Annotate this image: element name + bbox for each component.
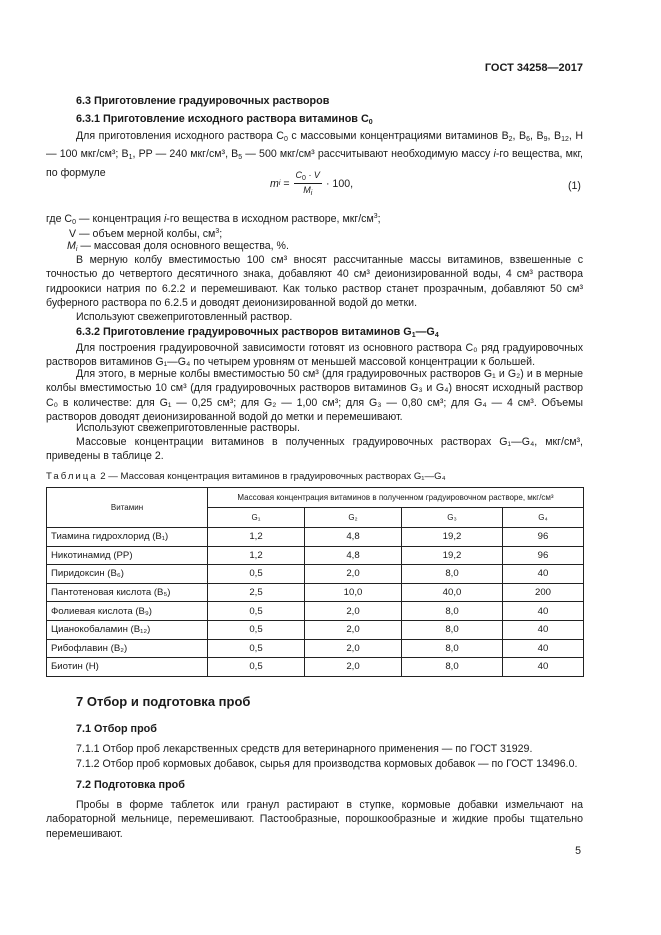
table-cell: 1,2 xyxy=(208,528,305,547)
table-cell: 40 xyxy=(503,658,584,677)
formula-number: (1) xyxy=(568,180,581,192)
header-g2: G₂ xyxy=(305,508,402,528)
table-cell: 96 xyxy=(503,528,584,547)
table-row xyxy=(47,583,584,602)
document-code: ГОСТ 34258—2017 xyxy=(484,62,583,74)
table-2-caption: Таблица 2 — Массовая концентрация витаминов в градуировочных растворах G₁—G₄ xyxy=(46,471,446,482)
table-cell: 200 xyxy=(503,583,584,602)
where-concentration: где $C_0$ — концентрация i-го вещества в исходном растворе, мкг/$см^3$; xyxy=(46,213,381,226)
where-volume: V — объем мерной колбы, $см^3$; xyxy=(69,228,223,240)
table-cell: 40 xyxy=(503,620,584,639)
header-g4: G₄ xyxy=(503,508,584,528)
table-cell-vitamin: Пантотеновая кислота (B₅) xyxy=(47,583,208,602)
table-cell: 8,0 xyxy=(402,620,503,639)
table-header-row xyxy=(47,488,584,508)
table-cell: 8,0 xyxy=(402,658,503,677)
table-cell-vitamin: Рибофлавин (B₂) xyxy=(47,639,208,658)
table-cell: 40,0 xyxy=(402,583,503,602)
section-7-title: 7 Отбор и подготовка проб xyxy=(76,694,251,709)
table-cell: 96 xyxy=(503,546,584,565)
paragraph-table-reference: Массовые концентрации витаминов в полученных градуировочных растворах G₁—G₄, мкг/см³, приведены в таблице 2. xyxy=(46,436,583,463)
section-7-2-title: 7.2 Подготовка проб xyxy=(76,779,185,791)
section-6-3-1-title: 6.3.1 Приготовление исходного раствора витаминов $C_0$ xyxy=(76,113,373,126)
table-cell: 40 xyxy=(503,602,584,621)
section-6-3-title: 6.3 Приготовление градуировочных растворов xyxy=(76,95,330,107)
table-cell: 0,5 xyxy=(208,639,305,658)
table-cell: 2,5 xyxy=(208,583,305,602)
table-cell: 2,0 xyxy=(305,602,402,621)
section-6-3-2-title: 6.3.2 Приготовление градуировочных растворов витаминов $G_1—G_4$ xyxy=(76,326,439,339)
table-row xyxy=(47,620,584,639)
table-cell: 19,2 xyxy=(402,528,503,547)
paragraph-7-2: Пробы в форме таблеток или гранул растирают в ступке, кормовые добавки измельчают на лабораторной мельнице, перемешивают. Пастообразные, порошкообразные и жидкие пробы тщательно перемешивают. xyxy=(46,799,583,840)
table-row xyxy=(47,546,584,565)
header-g1: G₁ xyxy=(208,508,305,528)
paragraph-calibration-series: Для построения градуировочной зависимости готовят из основного раствора C₀ ряд градуировочных растворов витаминов G₁—G₄ по четырем уровням от меньшей массовой концентрации к большей. xyxy=(46,342,583,369)
table-cell: 8,0 xyxy=(402,565,503,584)
paragraph-use-fresh: Используют свежеприготовленный раствор. xyxy=(76,311,293,323)
paragraph-7-1-2: 7.1.2 Отбор проб кормовых добавок, сырья для производства кормовых добавок — по ГОСТ 13496.0. xyxy=(76,758,578,770)
table-cell-vitamin: Фолиевая кислота (B₉) xyxy=(47,602,208,621)
section-7-1-title: 7.1 Отбор проб xyxy=(76,723,157,735)
table-cell: 40 xyxy=(503,565,584,584)
table-row xyxy=(47,528,584,547)
table-cell: 8,0 xyxy=(402,602,503,621)
table-cell: 2,0 xyxy=(305,565,402,584)
table-cell: 10,0 xyxy=(305,583,402,602)
table-cell: 4,8 xyxy=(305,528,402,547)
table-cell-vitamin: Цианокобаламин (B₁₂) xyxy=(47,620,208,639)
table-cell: 40 xyxy=(503,639,584,658)
table-cell: 8,0 xyxy=(402,639,503,658)
table-cell-vitamin: Тиамина гидрохлорид (B₁) xyxy=(47,528,208,547)
paragraph-7-1-1: 7.1.1 Отбор проб лекарственных средств для ветеринарного применения — по ГОСТ 31929. xyxy=(76,743,533,755)
table-row xyxy=(47,602,584,621)
table-cell: 2,0 xyxy=(305,639,402,658)
table-cell: 2,0 xyxy=(305,620,402,639)
table-cell: 1,2 xyxy=(208,546,305,565)
table-cell-vitamin: Пиридоксин (B₆) xyxy=(47,565,208,584)
formula-1: m i = $\frac{C_0 \cdot V}{M_i}$ · 100, xyxy=(270,170,354,197)
table-cell: 4,8 xyxy=(305,546,402,565)
table-cell: 19,2 xyxy=(402,546,503,565)
table-row xyxy=(47,639,584,658)
header-concentration-group: Массовая концентрация витаминов в полученном градуировочном растворе, мкг/см³ xyxy=(208,488,584,508)
table-2 xyxy=(46,487,584,677)
table-cell: 0,5 xyxy=(208,602,305,621)
where-mass-fraction: $M_i$ — массовая доля основного вещества, %. xyxy=(67,240,289,253)
table-cell: 0,5 xyxy=(208,620,305,639)
table-cell-vitamin: Биотин (H) xyxy=(47,658,208,677)
page-number: 5 xyxy=(575,845,581,857)
table-cell: 0,5 xyxy=(208,658,305,677)
header-vitamin: Витамин xyxy=(47,488,208,528)
table-cell: 0,5 xyxy=(208,565,305,584)
paragraph-6-3-1-intro: Для приготовления исходного раствора $C_0$ с массовыми концентрациями витаминов $B_2$, $B_6$, $B_9$, $B_{12}$, H — 100 мкг/см³; $B_1$, PP — 240 мкг/см³, $B_5$ — 500 мкг/см³ рассчитывают необходимую массу i-го вещества, мкг, по формуле xyxy=(46,130,583,179)
paragraph-calibration-volumes: Для этого, в мерные колбы вместимостью 50 см³ (для градуировочных растворов G₁ и G₂) и в мерные колбы вместимостью 10 см³ (для градуировочных растворов витаминов G₃ и G₄) вносят исходный раствор C₀ в количестве: для G₁ — 0,25 см³; для G₂ — 1,00 см³; для G₃ — 0,80 см³; для G₄ — 4 см³. Объемы растворов доводят деионизированной водой до метки и перемешивают. xyxy=(46,368,583,423)
table-cell-vitamin: Никотинамид (PP) xyxy=(47,546,208,565)
table-row xyxy=(47,565,584,584)
table-row xyxy=(47,658,584,677)
header-g3: G₃ xyxy=(402,508,503,528)
table-cell: 2,0 xyxy=(305,658,402,677)
paragraph-flask-preparation: В мерную колбу вместимостью 100 см³ вносят рассчитанные массы витаминов, взвешенные с точностью до четвертого десятичного знака, добавляют 40 см³ деионизированной воды, 4 см³ раствора гидроокиси натрия по 6.2.2 и перемешивают. Как только раствор станет прозрачным, добавляют 50 см³ буферного раствора по 6.2.5 и доводят деионизированной водой до метки. xyxy=(46,254,583,309)
paragraph-use-fresh-solutions: Используют свежеприготовленные растворы. xyxy=(76,422,300,434)
